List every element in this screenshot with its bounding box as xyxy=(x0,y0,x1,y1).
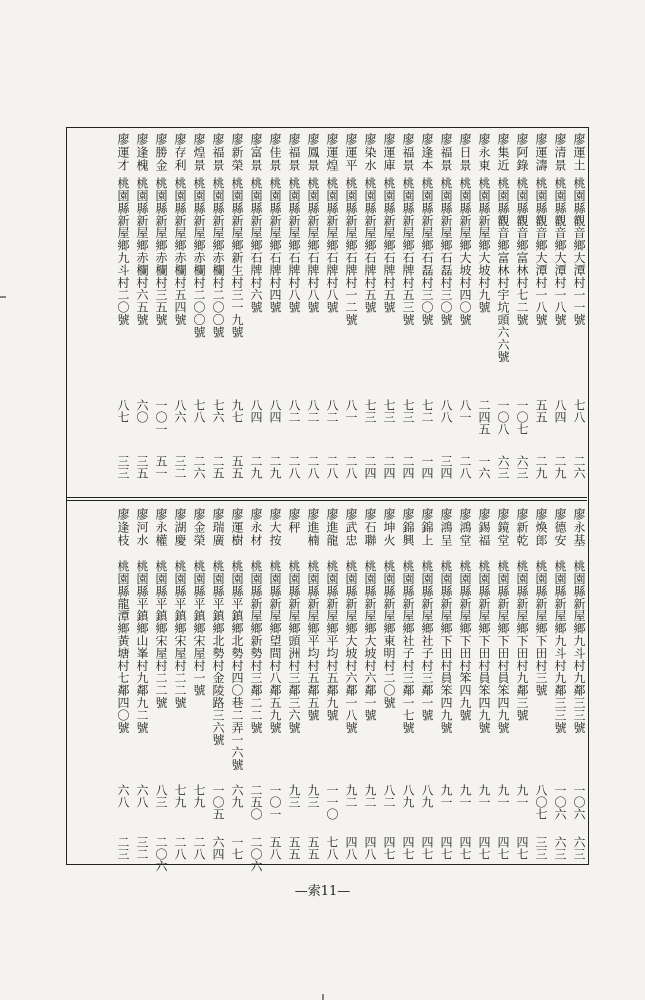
entry-number-a: 六八 xyxy=(135,784,149,808)
entry-address: 桃園縣平鎮鄉北勢村金陵路三六號 xyxy=(211,560,225,746)
entry-number-a: 七三 xyxy=(382,399,396,423)
entry-number-b: 一六 xyxy=(477,455,491,479)
entry-number-b: 四七 xyxy=(420,836,434,860)
entry-name: 廖染水 xyxy=(363,133,377,172)
entry-address: 桃園縣平鎮鄉宋屋村二二號 xyxy=(173,560,187,709)
entry-address: 桃園縣平鎮鄉北勢村四〇巷二弄一六號 xyxy=(230,560,244,771)
entry-number-a: 九二 xyxy=(363,784,377,808)
entry-number-b: 六三 xyxy=(515,455,529,479)
entry-address: 桃園縣新屋鄉石牌村八號 xyxy=(325,177,339,314)
entry-number-a: 八二 xyxy=(306,399,320,423)
entry-name: 廖運煌 xyxy=(325,133,339,172)
entry-number-a: 六〇 xyxy=(135,399,149,423)
entry-number-b: 四七 xyxy=(458,836,472,860)
entry-name: 廖集近 xyxy=(496,133,510,172)
entry-number-b: 六三 xyxy=(496,455,510,479)
entry-number-a: 七八 xyxy=(572,399,586,423)
entry-number-a: 八〇七 xyxy=(534,784,548,820)
entry-name: 廖運土 xyxy=(572,133,586,172)
entry-number-a: 八四 xyxy=(553,399,567,423)
bottom-section xyxy=(66,502,589,872)
entry-address: 桃園縣觀音鄉大潭村一八號 xyxy=(534,177,548,326)
entry-number-a: 五五 xyxy=(534,399,548,423)
entry-address: 桃園縣新屋鄉平均村五鄰五號 xyxy=(306,560,320,722)
entry-number-b: 三二 xyxy=(173,455,187,479)
entry-name: 廖鴻呈 xyxy=(439,508,453,547)
scan-mark-bottom xyxy=(322,994,324,1000)
entry-name: 廖鳳景 xyxy=(306,133,320,172)
entry-name: 廖永材 xyxy=(249,508,263,547)
entry-number-b: 二九 xyxy=(553,455,567,479)
entry-number-b: 五五 xyxy=(287,836,301,860)
entry-number-b: 七八 xyxy=(325,836,339,860)
entry-number-a: 一〇一 xyxy=(154,399,168,435)
entry-name: 廖勝金 xyxy=(154,133,168,172)
entry-number-a: 九二 xyxy=(344,784,358,808)
entry-number-a: 八二 xyxy=(325,399,339,423)
entry-number-b: 二六 xyxy=(192,455,206,479)
entry-address: 桃園縣新屋鄉石牌村八號 xyxy=(306,177,320,314)
entry-number-a: 一〇八 xyxy=(496,399,510,435)
entry-address: 桃園縣新屋鄉下田村員笨四九號 xyxy=(477,560,491,734)
entry-number-a: 一〇六 xyxy=(553,784,567,820)
entry-name: 廖阿錄 xyxy=(515,133,529,172)
entry-number-b: 二八 xyxy=(325,455,339,479)
entry-number-b: 三三 xyxy=(116,455,130,479)
entry-number-b: 五一 xyxy=(154,455,168,479)
entry-number-a: 八九 xyxy=(401,784,415,808)
entry-number-b: 二〇六 xyxy=(154,836,168,872)
entry-name: 廖鏡堂 xyxy=(496,508,510,547)
entry-name: 廖福景 xyxy=(211,133,225,172)
entry-address: 桃園縣新屋鄉下田村員笨四九號 xyxy=(496,560,510,734)
entry-name: 廖存利 xyxy=(173,133,187,172)
entry-name: 廖石聯 xyxy=(363,508,377,547)
entry-number-b: 三四 xyxy=(439,455,453,479)
entry-number-b: 二八 xyxy=(306,455,320,479)
entry-number-b: 五五 xyxy=(306,836,320,860)
entry-number-b: 三三 xyxy=(534,836,548,860)
entry-name: 廖福景 xyxy=(401,133,415,172)
entry-name: 廖湖慶 xyxy=(173,508,187,547)
entry-number-a: 二四五 xyxy=(477,399,491,435)
entry-name: 廖瑞廣 xyxy=(211,508,225,547)
entry-name: 廖永東 xyxy=(477,133,491,172)
entry-number-b: 四七 xyxy=(439,836,453,860)
entry-name: 廖運庫 xyxy=(382,133,396,172)
entry-number-a: 二五〇 xyxy=(249,784,263,820)
entry-address: 桃園縣觀音鄉富林村宇坑頭六六號 xyxy=(496,177,510,363)
entry-name: 廖鴻堂 xyxy=(458,508,472,547)
entry-number-a: 七八 xyxy=(192,399,206,423)
entry-address: 桃園縣平鎮鄉宋屋村一號 xyxy=(192,560,206,697)
entry-address: 桃園縣新屋鄉新勢村三鄰二二號 xyxy=(249,560,263,734)
entry-number-b: 二八 xyxy=(344,455,358,479)
entry-name: 廖運樹 xyxy=(230,508,244,547)
entry-name: 廖大按 xyxy=(268,508,282,547)
entry-number-b: 二四 xyxy=(382,455,396,479)
entry-address: 桃園縣觀音鄉富林村七二號 xyxy=(515,177,529,326)
entry-address: 桃園縣新屋鄉赤欄村五四號 xyxy=(173,177,187,326)
entry-name: 廖錦上 xyxy=(420,508,434,547)
entry-name: 廖煥郎 xyxy=(534,508,548,547)
entry-name: 廖運平 xyxy=(344,133,358,172)
entry-number-b: 二九 xyxy=(534,455,548,479)
entry-number-b: 二八 xyxy=(458,455,472,479)
entry-number-b: 二九 xyxy=(268,455,282,479)
entry-address: 桃園縣平鎮鄉宋屋村二二號 xyxy=(154,560,168,709)
top-section xyxy=(66,127,589,497)
entry-number-a: 八二 xyxy=(382,784,396,808)
entry-name: 廖錫福 xyxy=(477,508,491,547)
entry-number-a: 八九 xyxy=(420,784,434,808)
entry-address: 桃園縣新屋鄉望間村八鄰五九號 xyxy=(268,560,282,734)
entry-address: 桃園縣龍潭鄉黃塘村七鄰四〇號 xyxy=(116,560,130,734)
entry-name: 廖運才 xyxy=(116,133,130,172)
entry-number-a: 八四 xyxy=(268,399,282,423)
entry-address: 桃園縣新屋鄉九斗村九鄰三三號 xyxy=(553,560,567,734)
entry-number-b: 二四 xyxy=(401,455,415,479)
entry-number-a: 八一 xyxy=(458,399,472,423)
entry-address: 桃園縣新屋鄉赤欄村三五號 xyxy=(154,177,168,326)
entry-number-b: 五五 xyxy=(230,455,244,479)
entry-address: 桃園縣新屋鄉社子村三鄰一號 xyxy=(420,560,434,722)
entry-name: 廖新榮 xyxy=(230,133,244,172)
entry-address: 桃園縣新屋鄉平均村五鄰九號 xyxy=(325,560,339,722)
entry-number-b: 四八 xyxy=(344,836,358,860)
entry-number-a: 七三 xyxy=(363,399,377,423)
entry-name: 廖河水 xyxy=(135,508,149,547)
entry-number-a: 八八 xyxy=(439,399,453,423)
entry-name: 廖煌景 xyxy=(192,133,206,172)
entry-number-a: 七六 xyxy=(211,399,225,423)
entry-number-b: 二四 xyxy=(363,455,377,479)
entry-number-b: 四七 xyxy=(401,836,415,860)
entry-name: 廖金榮 xyxy=(192,508,206,547)
entry-number-a: 九三 xyxy=(306,784,320,808)
entry-number-b: 四八 xyxy=(363,836,377,860)
entry-name: 廖坤火 xyxy=(382,508,396,547)
entry-number-b: 二五 xyxy=(211,455,225,479)
entry-number-a: 一〇五 xyxy=(211,784,225,820)
entry-address: 桃園縣新屋鄉社子村三鄰一七號 xyxy=(401,560,415,734)
entry-address: 桃園縣新屋鄉下田村九鄰三號 xyxy=(515,560,529,722)
entry-number-b: 二八 xyxy=(287,455,301,479)
entry-name: 廖永基 xyxy=(572,508,586,547)
entry-name: 廖富景 xyxy=(249,133,263,172)
entry-number-a: 七九 xyxy=(192,784,206,808)
entry-number-a: 八六 xyxy=(173,399,187,423)
entry-name: 廖進楠 xyxy=(306,508,320,547)
entry-number-a: 六九 xyxy=(230,784,244,808)
entry-address: 桃園縣新屋鄉下田村三號 xyxy=(534,560,548,697)
entry-number-b: 六三 xyxy=(553,836,567,860)
entry-number-a: 九一 xyxy=(515,784,529,808)
entry-number-b: 一七 xyxy=(230,836,244,860)
entry-address: 桃園縣新屋鄉大坡村六鄰一八號 xyxy=(344,560,358,734)
entry-number-a: 九一 xyxy=(439,784,453,808)
entry-address: 桃園縣新屋鄉大坡村九號 xyxy=(477,177,491,314)
entry-number-a: 九一 xyxy=(496,784,510,808)
entry-address: 桃園縣新屋鄉石牌村五號 xyxy=(382,177,396,314)
entry-address: 桃園縣新屋鄉石牌村五號 xyxy=(363,177,377,314)
entry-name: 廖永權 xyxy=(154,508,168,547)
entry-number-b: 二九 xyxy=(249,455,263,479)
entry-number-b: 二三 xyxy=(116,836,130,860)
entry-number-b: 二六 xyxy=(572,455,586,479)
entry-name: 廖新乾 xyxy=(515,508,529,547)
entry-number-a: 八三 xyxy=(154,784,168,808)
entry-number-a: 九一 xyxy=(458,784,472,808)
entry-address: 桃園縣新屋鄉石磊村三〇號 xyxy=(420,177,434,326)
entry-number-a: 九三 xyxy=(287,784,301,808)
entry-name: 廖逢枝 xyxy=(116,508,130,547)
entry-address: 桃園縣新屋鄉大坡村六鄰一號 xyxy=(363,560,377,722)
entry-name: 廖清景 xyxy=(553,133,567,172)
entry-address: 桃園縣新屋鄉九斗村二〇號 xyxy=(116,177,130,326)
entry-address: 桃園縣新屋鄉下田村員笨四九號 xyxy=(439,560,453,734)
entry-name: 廖運濤 xyxy=(534,133,548,172)
entry-address: 桃園縣平鎮鄉山峯村九鄰九二號 xyxy=(135,560,149,734)
entry-number-b: 三二 xyxy=(135,836,149,860)
entry-number-b: 四七 xyxy=(496,836,510,860)
entry-address: 桃園縣新屋鄉大坡村四〇號 xyxy=(458,177,472,326)
entry-number-a: 八七 xyxy=(116,399,130,423)
entry-number-a: 九七 xyxy=(230,399,244,423)
section-divider xyxy=(66,497,587,501)
entry-number-b: 一四 xyxy=(420,455,434,479)
entry-address: 桃園縣新屋鄉下田村笨四九號 xyxy=(458,560,472,722)
entry-number-b: 二八 xyxy=(173,836,187,860)
entry-number-b: 四七 xyxy=(477,836,491,860)
entry-number-b: 五八 xyxy=(268,836,282,860)
entry-number-a: 八一 xyxy=(344,399,358,423)
entry-name: 廖德安 xyxy=(553,508,567,547)
entry-address: 桃園縣新屋鄉赤欄村二〇〇號 xyxy=(211,177,225,339)
scan-mark-left xyxy=(0,296,6,298)
entry-address: 桃園縣新屋鄉石牌村五三號 xyxy=(401,177,415,326)
entry-number-b: 六三 xyxy=(572,836,586,860)
entry-number-b: 三五 xyxy=(135,455,149,479)
entry-number-b: 二〇六 xyxy=(249,836,263,872)
entry-address: 桃園縣觀音鄉大潭村一八號 xyxy=(553,177,567,326)
entry-name: 廖錦興 xyxy=(401,508,415,547)
entry-number-a: 七九 xyxy=(173,784,187,808)
entry-number-a: 九一 xyxy=(477,784,491,808)
entry-name: 廖逢槐 xyxy=(135,133,149,172)
entry-address: 桃園縣新屋鄉頭洲村三鄰三六號 xyxy=(287,560,301,734)
entry-address: 桃園縣新屋鄉石牌村六號 xyxy=(249,177,263,314)
entry-number-b: 六四 xyxy=(211,836,225,860)
entry-name: 廖武忠 xyxy=(344,508,358,547)
entry-number-a: 七三 xyxy=(401,399,415,423)
page-number: —索11— xyxy=(294,884,351,899)
entry-number-a: 一一〇 xyxy=(325,784,339,820)
entry-address: 桃園縣新屋鄉東明村二〇號 xyxy=(382,560,396,709)
entry-number-b: 四七 xyxy=(382,836,396,860)
entry-address: 桃園縣觀音鄉大潭村一一號 xyxy=(572,177,586,326)
entry-address: 桃園縣新屋鄉石磊村三〇號 xyxy=(439,177,453,326)
entry-name: 廖日景 xyxy=(458,133,472,172)
entry-number-a: 一〇七 xyxy=(515,399,529,435)
entry-number-b: 二八 xyxy=(192,836,206,860)
entry-address: 桃園縣新屋鄉新生村三一九號 xyxy=(230,177,244,339)
entry-number-a: 一〇六 xyxy=(572,784,586,820)
entry-name: 廖福景 xyxy=(287,133,301,172)
entry-address: 桃園縣新屋鄉石牌村一二號 xyxy=(344,177,358,326)
entry-address: 桃園縣新屋鄉赤欄村六五號 xyxy=(135,177,149,326)
entry-address: 桃園縣新屋鄉石牌村八號 xyxy=(287,177,301,314)
entry-name: 廖進龍 xyxy=(325,508,339,547)
entry-number-a: 八四 xyxy=(249,399,263,423)
entry-number-a: 六八 xyxy=(116,784,130,808)
entry-number-b: 四七 xyxy=(515,836,529,860)
entry-name: 廖福景 xyxy=(439,133,453,172)
entry-number-a: 七二 xyxy=(420,399,434,423)
entry-name: 廖逢本 xyxy=(420,133,434,172)
entry-address: 桃園縣新屋鄉赤欄村二〇〇號 xyxy=(192,177,206,339)
entry-address: 桃園縣新屋鄉九斗村九鄰三三號 xyxy=(572,560,586,734)
entry-number-a: 八二 xyxy=(287,399,301,423)
entry-address: 桃園縣新屋鄉石牌村四號 xyxy=(268,177,282,314)
entry-name: 廖佳景 xyxy=(268,133,282,172)
entry-number-a: 一〇一 xyxy=(268,784,282,820)
entry-name: 廖秤 xyxy=(287,508,301,534)
